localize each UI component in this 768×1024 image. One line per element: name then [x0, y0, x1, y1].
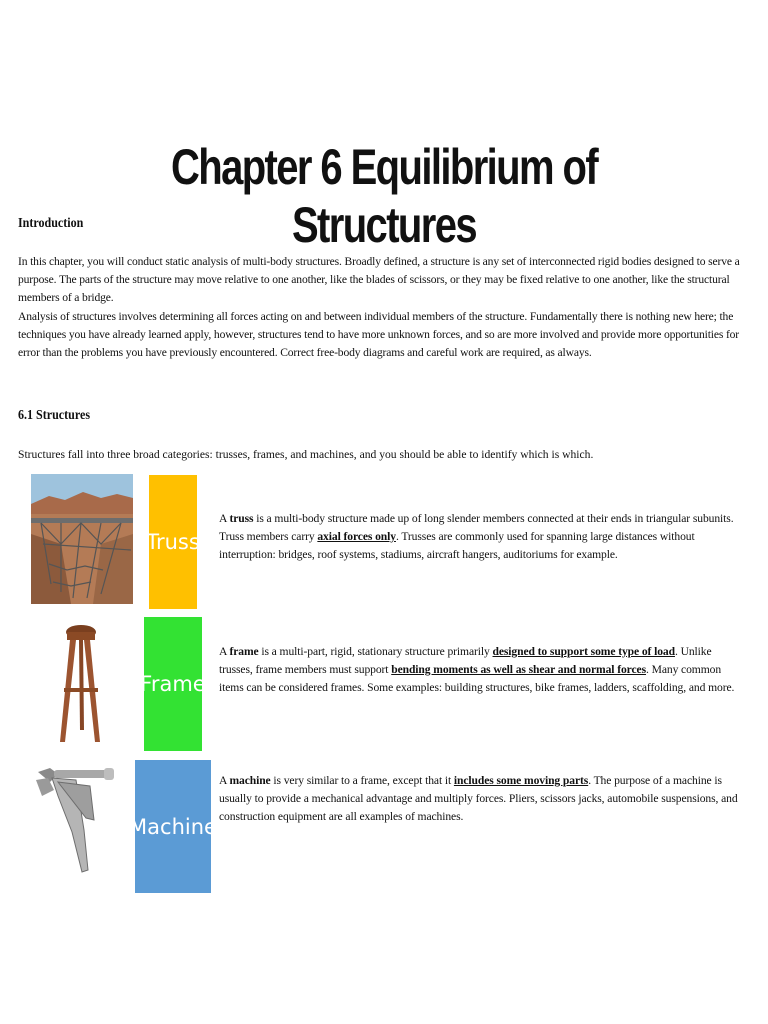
truss-description — [219, 510, 747, 564]
frame-label-box — [140, 617, 206, 751]
machine-description — [219, 772, 752, 826]
frame-description — [219, 643, 747, 697]
text-span: . Many common items can be considered frames. Some examples: building structures, bike frames, ladders, scaffolding, and more. — [219, 663, 735, 694]
page-title: Chapter 6 Equilibrium of Structures — [170, 139, 598, 253]
truss-label-box — [146, 475, 200, 609]
intro-paragraph-2: Analysis of structures involves determining all forces acting on and between individual members of the structure. Fundamentally there is nothing new here; the techniques you have already learned apply, however, structures tend to have more unknown forces, and so are more involved and provide more opportunities for error than the problems you have previously encountered. Correct free-body diagrams and careful work are required, as always. — [18, 310, 740, 359]
intro-heading: Introduction — [18, 216, 84, 231]
section-heading: 6.1 Structures — [18, 408, 91, 423]
text-span: . Unlike trusses, frame members must support — [219, 645, 712, 676]
term-machine: machine — [229, 774, 271, 787]
section-lead: Structures fall into three broad categories: trusses, frames, and machines, and you should be able to identify which is which. — [18, 448, 594, 461]
text-span: A — [219, 645, 230, 658]
text-span: is a multi-body structure made up of long slender members connected at their ends in triangular subunits. Truss members carry — [219, 512, 734, 543]
stool-photo — [40, 618, 130, 750]
bridge-photo — [31, 474, 133, 604]
frame-label: Frame — [140, 672, 206, 696]
text-span: is a multi-part, rigid, stationary structure primarily — [258, 645, 493, 658]
text-span: is very similar to a frame, except that it — [270, 774, 454, 787]
text-span: A — [219, 774, 230, 787]
key-phrase-2: bending moments as well as shear and normal forces — [391, 663, 647, 676]
key-phrase: includes some moving parts — [453, 774, 589, 787]
text-span: . The purpose of a machine is usually to provide a mechanical advantage and multiply forces. Pliers, scissors jacks, automobile suspensions, and construction equipment are all examples of machines. — [219, 774, 738, 823]
term-frame: frame — [229, 645, 259, 658]
machine-label-box — [129, 760, 217, 893]
intro-paragraph-1: In this chapter, you will conduct static analysis of multi-body structures. Broadly defined, a structure is any set of interconnected rigid bodies designed to serve a purpose. The parts of the structure may move relative to one another, like the blades of scissors, or they may be fixed relative to one another, like the structural members of a bridge. — [18, 255, 740, 304]
vise-grip-photo — [28, 760, 118, 880]
key-phrase: axial forces only — [317, 530, 396, 543]
text-span: . Trusses are commonly used for spanning large distances without interruption: bridges, roof systems, stadiums, aircraft hangers, auditoriums for example. — [219, 530, 695, 561]
key-phrase: designed to support some type of load — [492, 645, 675, 658]
text-span: A — [219, 512, 230, 525]
machine-label: Machine — [129, 814, 217, 839]
term-truss: truss — [229, 512, 254, 525]
truss-label: Truss — [146, 530, 200, 554]
